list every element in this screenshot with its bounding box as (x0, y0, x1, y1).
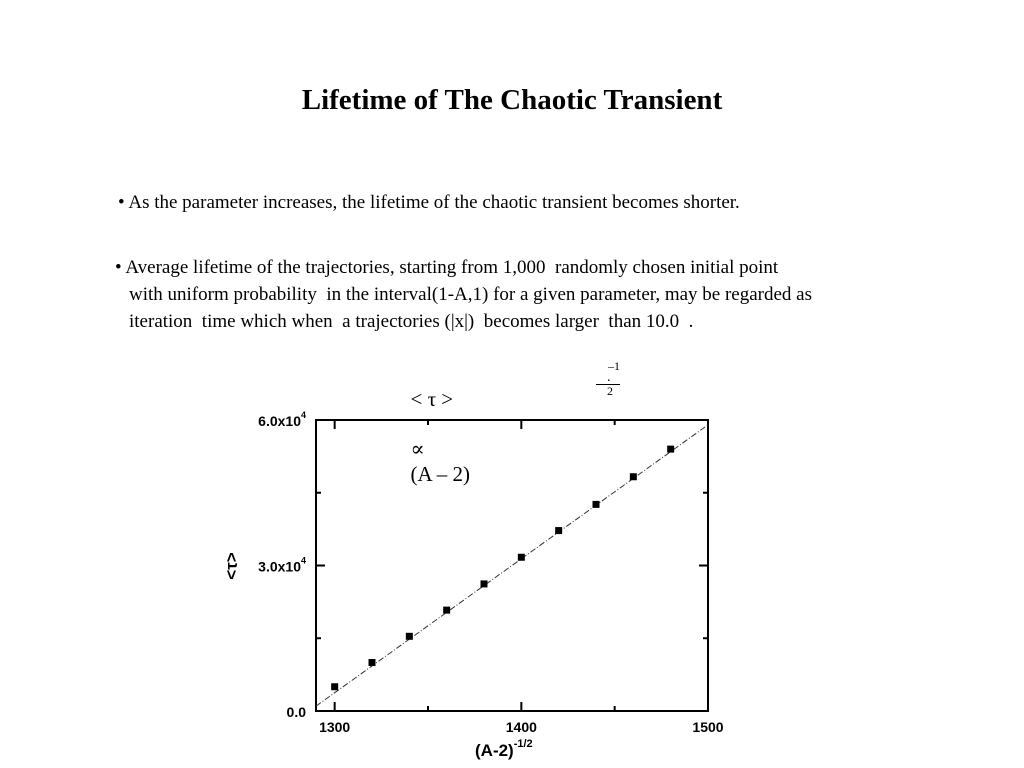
data-point (369, 659, 376, 666)
x-tick-label: 1300 (319, 719, 351, 735)
y-tick-label: $3.0x10^4$ (258, 555, 306, 575)
formula-rhs: (A – 2) (410, 462, 470, 486)
data-point (630, 473, 637, 480)
formula-exp-num: 1 (614, 359, 620, 373)
data-point (593, 501, 600, 508)
data-point (555, 527, 562, 534)
scaling-formula: < τ > ∝ (A – 2) –1 2 . (400, 362, 470, 537)
data-point (331, 683, 338, 690)
axis-ticks (316, 420, 708, 711)
formula-exp-den: 2 (596, 384, 620, 397)
data-point (518, 554, 525, 561)
y-tick-label: $6.0x10^4$ (258, 410, 306, 429)
data-point (667, 446, 674, 453)
x-tick-label: 1400 (505, 719, 537, 735)
formula-lhs: < τ > (410, 387, 454, 411)
x-tick-label: 1500 (692, 719, 724, 735)
plot-frame (316, 420, 708, 711)
bullet-line-2: with uniform probability in the interval(1-A,1) for a given parameter, may be regarded as (129, 284, 812, 305)
data-point (406, 633, 413, 640)
data-point (481, 580, 488, 587)
formula-proportional: ∝ (410, 437, 425, 461)
bullet-parameter-increase: • As the parameter increases, the lifetime of the chaotic transient becomes shorter. (118, 192, 740, 213)
data-points (331, 446, 674, 691)
y-tick-label: 0.0 (286, 704, 306, 720)
data-point (443, 607, 450, 614)
y-axis-label: <τ> (222, 552, 241, 580)
bullet-line-3: iteration time which when a trajectories (|x|) becomes larger than 10.0 . (129, 311, 694, 332)
x-axis-label (475, 738, 533, 760)
bullet-line-1: • Average lifetime of the trajectories, starting from 1,000 randomly chosen initial point (115, 257, 779, 278)
formula-exp-sign: – (608, 359, 614, 373)
axis-tick-labels (258, 410, 724, 735)
x-axis-label-sup: -1/2 (513, 738, 533, 750)
slide-title: Lifetime of The Chaotic Transient (301, 84, 723, 116)
x-axis-label-base: (A-2) (475, 741, 514, 760)
